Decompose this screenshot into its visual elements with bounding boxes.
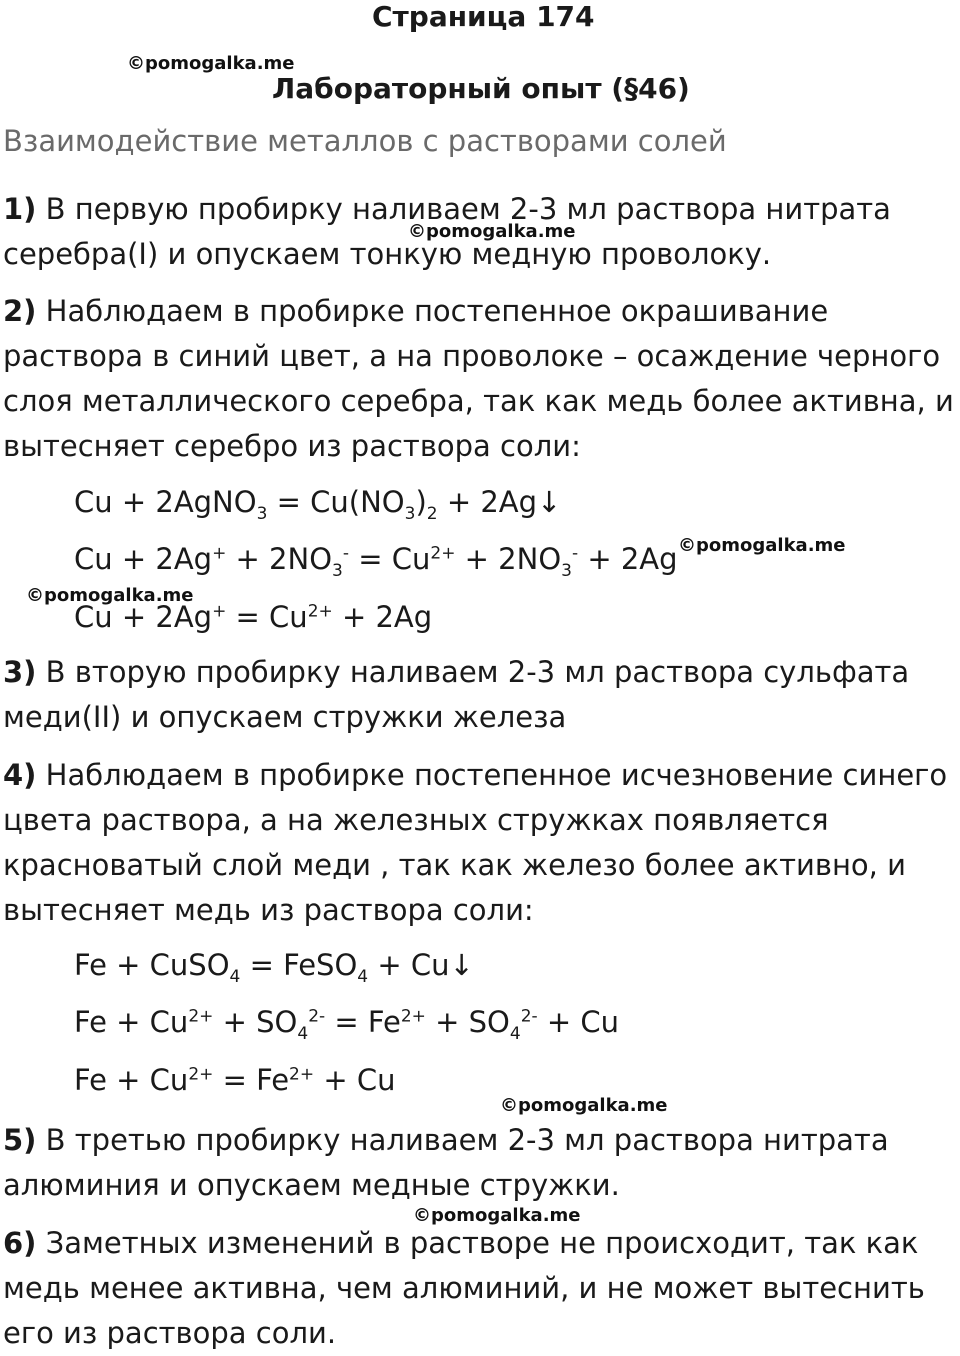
watermark-3: ©pomogalka.me — [678, 535, 846, 556]
page-title: Страница 174 — [372, 0, 595, 33]
step-number: 6) — [3, 1226, 37, 1260]
watermark-6: ©pomogalka.me — [413, 1205, 581, 1226]
watermark-5: ©pomogalka.me — [500, 1095, 668, 1116]
step-text: В первую пробирку наливаем 2-3 мл раствора нитрата серебра(I) и опускаем тонкую медную проволоку. — [3, 192, 891, 271]
watermark-1: ©pomogalka.me — [127, 53, 295, 74]
equation-6: $Fe + Cu^{2+} = Fe^{2+} + Cu$ — [74, 1063, 396, 1097]
step-4 — [3, 753, 958, 933]
equation-3: $Cu + 2Ag^+ = Cu^{2+} + 2Ag$ — [74, 600, 433, 634]
step-text: В вторую пробирку наливаем 2-3 мл раствора сульфата меди(II) и опускаем стружки железа — [3, 655, 910, 734]
step-6 — [3, 1221, 958, 1356]
lab-heading: Лабораторный опыт (§46) — [272, 72, 690, 105]
step-text: В третью пробирку наливаем 2-3 мл раствора нитрата алюминия и опускаем медные стружки. — [3, 1123, 889, 1202]
lab-subtitle: Взаимодействие металлов с растворами солей — [3, 124, 727, 158]
step-text: Наблюдаем в пробирке постепенное окрашивание раствора в синий цвет, а на проволоке – осаждение черного слоя металлического серебра, так как медь более активна, и вытесняет серебро из раствора соли: — [3, 294, 954, 463]
watermark-4: ©pomogalka.me — [26, 585, 194, 606]
step-number: 3) — [3, 655, 37, 689]
step-number: 4) — [3, 758, 37, 792]
step-text: Заметных изменений в растворе не происходит, так как медь менее активна, чем алюминий, и не может вытеснить его из раствора соли. — [3, 1226, 925, 1350]
step-2 — [3, 289, 958, 469]
step-number: 5) — [3, 1123, 37, 1157]
step-text: Наблюдаем в пробирке постепенное исчезновение синего цвета раствора, а на железных стружках появляется красноватый слой меди , так как железо более активно, и вытесняет медь из раствора соли: — [3, 758, 948, 927]
equation-2: $Cu + 2Ag^+ + 2NO_3^- = Cu^{2+} + 2NO_3^- + 2Ag$ — [74, 542, 678, 581]
equation-1: Cu + 2AgNO$_3$ = $Cu(NO_3)_2$ + 2Ag↓ — [74, 485, 562, 524]
step-number: 2) — [3, 294, 37, 328]
step-5 — [3, 1118, 958, 1208]
equation-5: $Fe + Cu^{2+} + SO_4^{2-} = Fe^{2+} + SO_4^{2-} + Cu$ — [74, 1005, 620, 1044]
step-3 — [3, 650, 958, 740]
equation-4: Fe + CuSO$_4$ = FeSO$_4$ + Cu↓ — [74, 948, 474, 987]
step-number: 1) — [3, 192, 37, 226]
watermark-2: ©pomogalka.me — [408, 221, 576, 242]
